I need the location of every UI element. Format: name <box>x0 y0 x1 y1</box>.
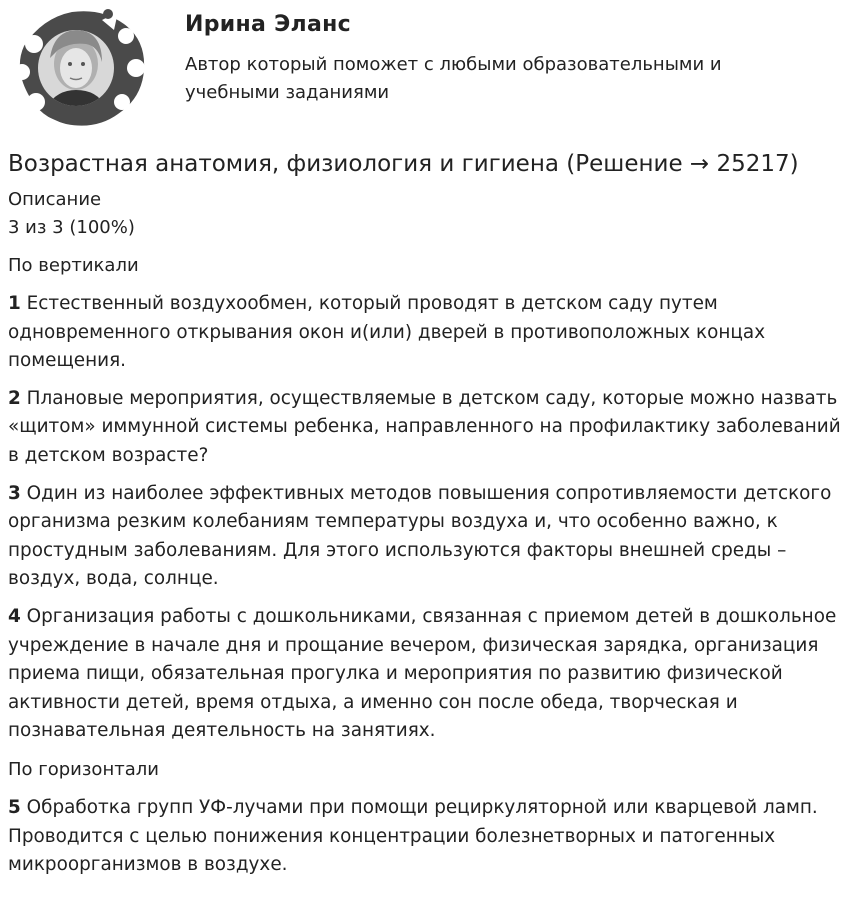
question-text: Обработка групп УФ-лучами при помощи рециркуляторной или кварцевой ламп. Проводится с целью понижения концентрации болезнетворных и патогенных микроорганизмов в воздухе. <box>8 796 818 876</box>
description-label: Описание <box>8 189 102 210</box>
section-horizontal-label: По горизонтали <box>8 758 159 780</box>
question-number: 5 <box>8 796 21 818</box>
question-number: 4 <box>8 605 21 627</box>
question-item <box>8 603 843 746</box>
main-content <box>8 148 843 889</box>
question-text: Один из наиболее эффективных методов повышения сопротивляемости детского организма резким колебаниям температуры воздуха и, что особенно важно, к простудным заболеваниям. Для этого используются факторы внешней среды – воздух, вода, солнце. <box>8 482 832 590</box>
author-avatar[interactable] <box>6 6 152 130</box>
author-description: Автор который поможет с любыми образовательными и учебными заданиями <box>185 54 722 103</box>
question-number: 3 <box>8 482 21 504</box>
question-number: 2 <box>8 387 21 409</box>
author-header <box>0 0 847 140</box>
question-item <box>8 385 843 471</box>
page-title: Возрастная анатомия, физиология и гигиена (Решение → 25217) <box>8 151 799 177</box>
question-item <box>8 480 843 594</box>
author-name: Ирина Эланс <box>185 12 351 37</box>
score-text: 3 из 3 (100%) <box>8 217 135 238</box>
question-text: Плановые мероприятия, осуществляемые в детском саду, которые можно назвать «щитом» иммунной системы ребенка, направленного на профилактику заболеваний в детском возрасте? <box>8 387 841 466</box>
question-text: Естественный воздухообмен, который проводят в детском саду путем одновременного открывания окон и(или) дверей в противоположных концах помещения. <box>8 293 766 372</box>
section-vertical-label: По вертикали <box>8 255 139 276</box>
question-text: Организация работы с дошкольниками, связанная с приемом детей в дошкольное учреждение в начале дня и прощание вечером, физическая зарядка, организация приема пищи, обязательная прогулка и мероприятия по развитию физической активности детей, время отдыха, а именно сон после обеда, творческая и познавательная деятельность на занятиях. <box>8 605 837 742</box>
question-item <box>8 290 843 376</box>
question-item <box>8 794 843 880</box>
question-number: 1 <box>8 293 21 314</box>
